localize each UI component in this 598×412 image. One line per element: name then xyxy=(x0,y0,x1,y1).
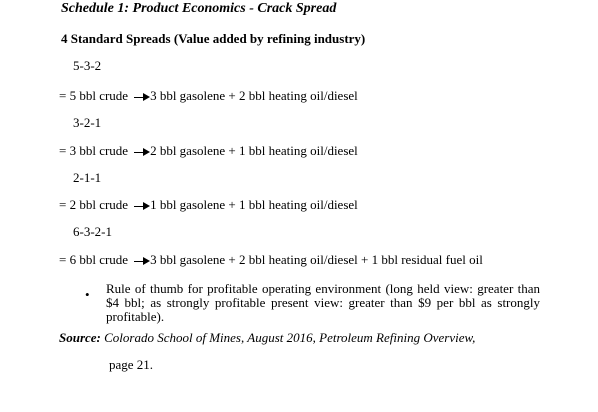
source-text: Colorado School of Mines, August 2016, Petroleum Refining Overview, xyxy=(100,330,476,345)
spread-products-output: 1 bbl gasolene + 1 bbl heating oil/diesel xyxy=(150,197,358,212)
spread-products-output: 3 bbl gasolene + 2 bbl heating oil/diesel + 1 bbl residual fuel oil xyxy=(150,252,483,267)
section-heading: 4 Standard Spreads (Value added by refining industry) xyxy=(61,31,366,46)
spread-products-output: 3 bbl gasolene + 2 bbl heating oil/diesel xyxy=(150,88,358,103)
spread-code: 6-3-2-1 xyxy=(73,224,112,239)
arrow-right-icon xyxy=(134,93,149,102)
spread-crude-input: = 5 bbl crude xyxy=(59,88,129,103)
rule-of-thumb-note: Rule of thumb for profitable operating environment (long held view: greater than $4 bbl; as strongly profitable present view: greater than $9 per bbl as strongly profitable). xyxy=(106,281,540,324)
spread-code: 2-1-1 xyxy=(73,170,102,185)
arrow-right-icon xyxy=(134,202,149,211)
spread-equation xyxy=(59,197,358,212)
source-page-reference: page 21. xyxy=(109,357,154,372)
schedule-title: Schedule 1: Product Economics - Crack Spread xyxy=(61,1,337,16)
spread-equation xyxy=(59,143,358,158)
spread-products-output: 2 bbl gasolene + 1 bbl heating oil/diesel xyxy=(150,143,358,158)
spread-equation xyxy=(59,252,483,267)
source-label: Source: xyxy=(59,330,101,345)
spread-equation xyxy=(59,88,358,103)
source-citation xyxy=(59,330,475,345)
bullet-icon: • xyxy=(85,287,90,302)
arrow-right-icon xyxy=(134,148,149,157)
spread-crude-input: = 3 bbl crude xyxy=(59,143,129,158)
arrow-right-icon xyxy=(134,257,149,266)
spread-crude-input: = 2 bbl crude xyxy=(59,197,129,212)
spread-crude-input: = 6 bbl crude xyxy=(59,252,129,267)
spread-code: 3-2-1 xyxy=(73,115,102,130)
spread-code: 5-3-2 xyxy=(73,58,102,73)
